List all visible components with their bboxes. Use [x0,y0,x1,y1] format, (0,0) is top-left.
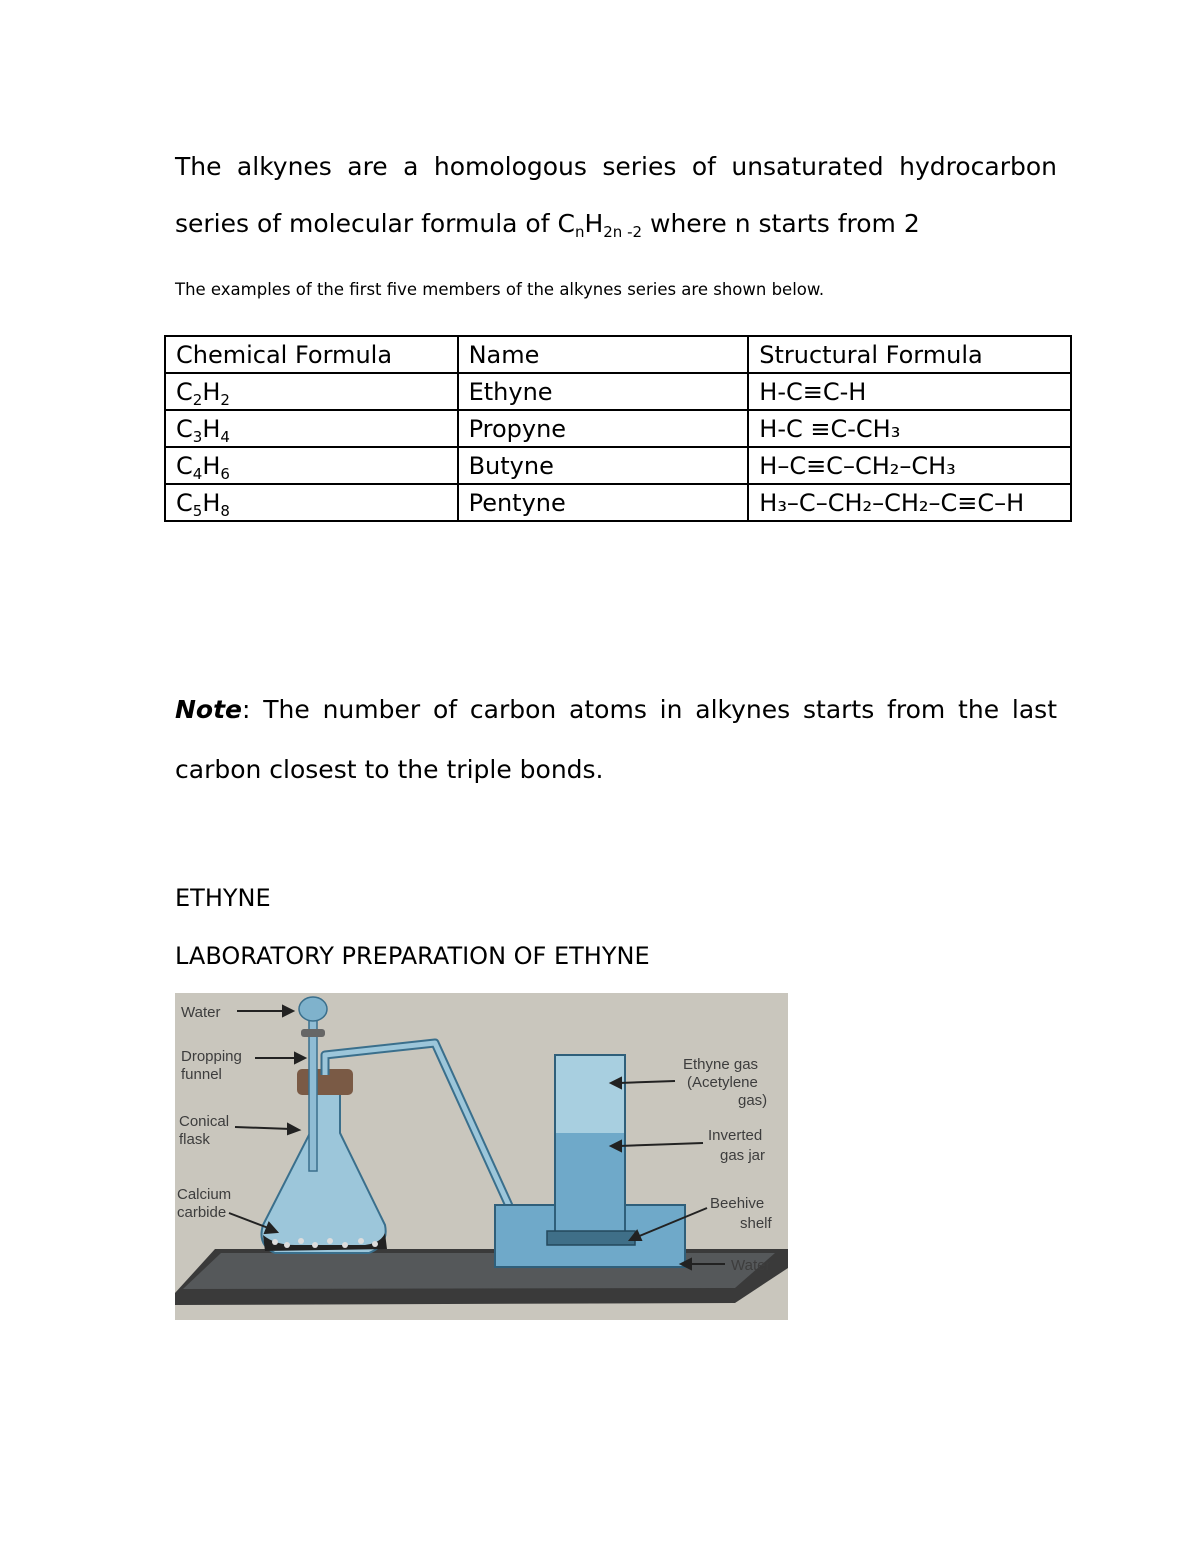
intro-paragraph [175,138,1057,252]
note-paragraph [175,680,1057,800]
name-cell: Propyne [458,410,749,447]
heading-lab-preparation: LABORATORY PREPARATION OF ETHYNE [175,942,650,970]
conical-flask [262,1088,386,1253]
examples-caption: The examples of the first five members of the alkynes series are shown below. [175,280,825,299]
chemical-formula-cell: $C_4H_6$ [165,447,458,484]
label-calcium-carbide: Calcium [177,1186,232,1203]
label-conical-flask: Conical [179,1113,230,1130]
tap-icon [301,1029,325,1037]
label-conical-flask-2: flask [179,1131,210,1148]
label-beehive-shelf: Beehive [710,1195,765,1212]
dropping-funnel-bulb [299,997,327,1021]
label-dropping-funnel: Dropping [181,1048,242,1065]
name-cell: Ethyne [458,373,749,410]
label-inverted-gas-jar: Inverted [708,1127,763,1144]
label-beehive-shelf-2: shelf [740,1215,772,1232]
note-label: Note [175,695,243,724]
chemical-formula-cell: $C_3H_4$ [165,410,458,447]
label-water-bottom: Water [731,1257,771,1274]
beehive-shelf [547,1231,635,1245]
label-ethyne-gas: Ethyne gas [683,1056,759,1073]
alkynes-table [164,335,1072,522]
structural-formula-cell: H–C≡C–CH₂–CH₃ [748,447,1071,484]
chemical-formula-cell: $C_5H_8$ [165,484,458,521]
header-name: Name [458,336,749,373]
label-water-top: Water [181,1004,221,1021]
structural-formula-cell: H₃–C–CH₂–CH₂–C≡C–H [748,484,1071,521]
label-dropping-funnel-2: funnel [181,1066,222,1083]
base-top [183,1253,775,1289]
label-ethyne-gas-2: (Acetylene [687,1074,758,1091]
label-inverted-gas-jar-2: gas jar [720,1147,766,1164]
table-row [165,447,1071,484]
lab-apparatus-figure [175,993,788,1320]
table-row [165,373,1071,410]
label-calcium-carbide-2: carbide [177,1204,227,1221]
note-line-1: Note: The number of carbon atoms in alkynes starts from the last [175,695,1057,724]
apparatus-diagram [175,993,788,1320]
label-ethyne-gas-3: gas) [738,1092,768,1109]
header-structural-formula: Structural Formula [748,336,1071,373]
note-line-2: carbon closest to the triple bonds. [175,755,604,784]
header-chemical-formula: Chemical Formula [165,336,458,373]
intro-line-2: series of molecular formula of $C_nH_{2n -2}$ where n starts from 2 [175,209,920,241]
structural-formula-cell: H-C≡C-H [748,373,1071,410]
heading-ethyne: ETHYNE [175,884,271,912]
table-row [165,484,1071,521]
table-row [165,410,1071,447]
chemical-formula-cell: $C_2H_2$ [165,373,458,410]
structural-formula-cell: H-C ≡C-CH₃ [748,410,1071,447]
name-cell: Butyne [458,447,749,484]
intro-line-1: The alkynes are a homologous series of unsaturated hydrocarbon [175,152,1057,181]
name-cell: Pentyne [458,484,749,521]
table-header-row [165,336,1071,373]
